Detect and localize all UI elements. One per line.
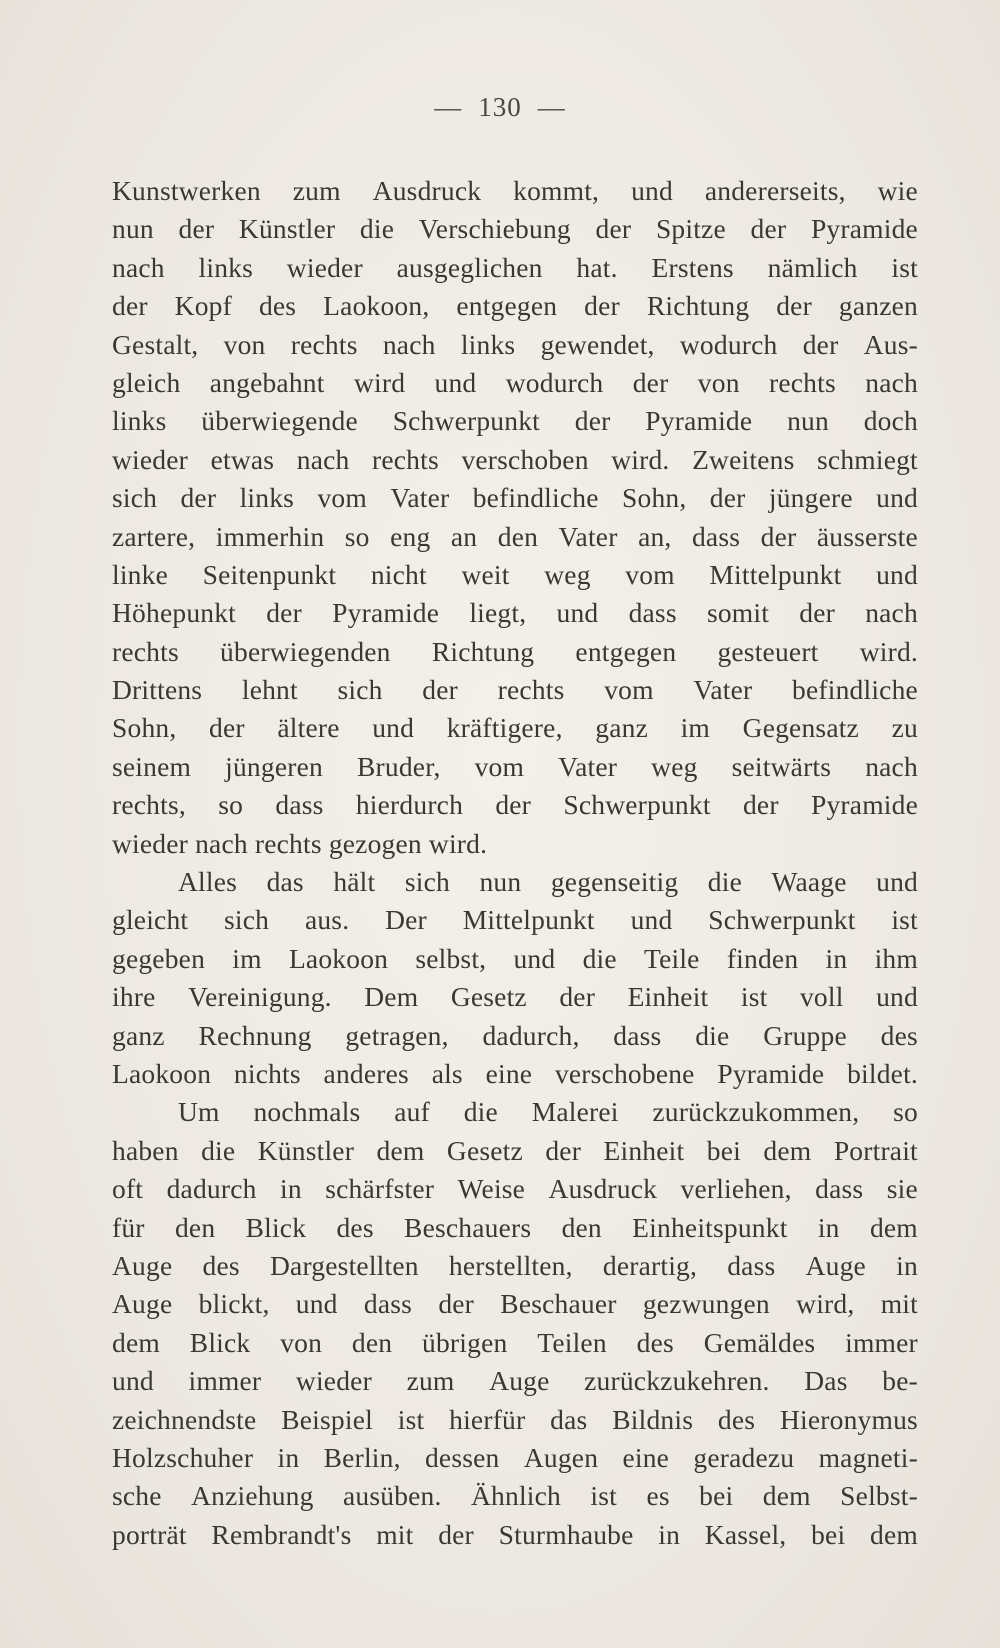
text-line: Laokoon nichts anderes als eine verschobene Pyramide bildet. [112, 1057, 918, 1089]
text-line: Um nochmals auf die Malerei zurückzukommen, so [178, 1096, 918, 1128]
text-line: nun der Künstler die Verschiebung der Spitze der Pyramide [112, 213, 918, 245]
body-text [112, 172, 918, 1554]
text-line: Alles das hält sich nun gegenseitig die Waage und [178, 866, 918, 898]
text-line: und immer wieder zum Auge zurückzukehren. Das be- [112, 1365, 918, 1397]
text-line: gegeben im Laokoon selbst, und die Teile finden in ihm [112, 942, 918, 974]
text-line: Kunstwerken zum Ausdruck kommt, und andererseits, wie [112, 175, 918, 206]
text-line: haben die Künstler dem Gesetz der Einheit bei dem Portrait [112, 1134, 918, 1166]
text-line: nach links wieder ausgeglichen hat. Erstens nämlich ist [112, 251, 918, 283]
text-line: ganz Rechnung getragen, dadurch, dass die Gruppe des [112, 1019, 918, 1051]
text-line: zeichnendste Beispiel ist hierfür das Bildnis des Hieronymus [112, 1403, 918, 1435]
text-line: der Kopf des Laokoon, entgegen der Richtung der ganzen [112, 290, 918, 322]
text-line: gleich angebahnt wird und wodurch der von rechts nach [112, 366, 918, 398]
text-line: Auge blickt, und dass der Beschauer gezwungen wird, mit [112, 1288, 918, 1320]
text-line: wieder etwas nach rechts verschoben wird. Zweitens schmiegt [112, 443, 918, 475]
text-line: Drittens lehnt sich der rechts vom Vater befindliche [112, 674, 918, 706]
text-line: Gestalt, von rechts nach links gewendet, wodurch der Aus- [112, 328, 918, 360]
text-line: Holzschuher in Berlin, dessen Augen eine geradezu magneti- [112, 1441, 918, 1473]
text-line: sich der links vom Vater befindliche Sohn, der jüngere und [112, 482, 918, 514]
text-line: links überwiegende Schwerpunkt der Pyramide nun doch [112, 405, 918, 437]
text-line: oft dadurch in schärfster Weise Ausdruck verliehen, dass sie [112, 1173, 918, 1205]
text-line: Sohn, der ältere und kräftigere, ganz im Gegensatz zu [112, 712, 918, 744]
text-line: Auge des Dargestellten herstellten, derartig, dass Auge in [112, 1249, 918, 1281]
text-line: porträt Rembrandt's mit der Sturmhaube in Kassel, bei dem [112, 1518, 918, 1550]
text-line: sche Anziehung ausüben. Ähnlich ist es bei dem Selbst- [112, 1480, 918, 1512]
text-line: für den Blick des Beschauers den Einheitspunkt in dem [112, 1211, 918, 1243]
header-dash-right: — [537, 92, 566, 122]
page-number-header [0, 92, 1000, 123]
page-number: 130 [478, 92, 522, 122]
text-line: gleicht sich aus. Der Mittelpunkt und Schwerpunkt ist [112, 904, 918, 936]
text-line: Höhepunkt der Pyramide liegt, und dass somit der nach [112, 597, 918, 629]
text-line: rechts überwiegenden Richtung entgegen gesteuert wird. [112, 635, 918, 667]
text-line: rechts, so dass hierdurch der Schwerpunkt der Pyramide [112, 789, 918, 821]
text-line: ihre Vereinigung. Dem Gesetz der Einheit ist voll und [112, 981, 918, 1013]
text-line: linke Seitenpunkt nicht weit weg vom Mittelpunkt und [112, 558, 918, 590]
text-line: seinem jüngeren Bruder, vom Vater weg seitwärts nach [112, 750, 918, 782]
text-line: dem Blick von den übrigen Teilen des Gemäldes immer [112, 1326, 918, 1358]
text-line: zartere, immerhin so eng an den Vater an, dass der äusserste [112, 520, 918, 552]
header-dash-left: — [434, 92, 463, 122]
text-line: wieder nach rechts gezogen wird. [112, 827, 488, 859]
